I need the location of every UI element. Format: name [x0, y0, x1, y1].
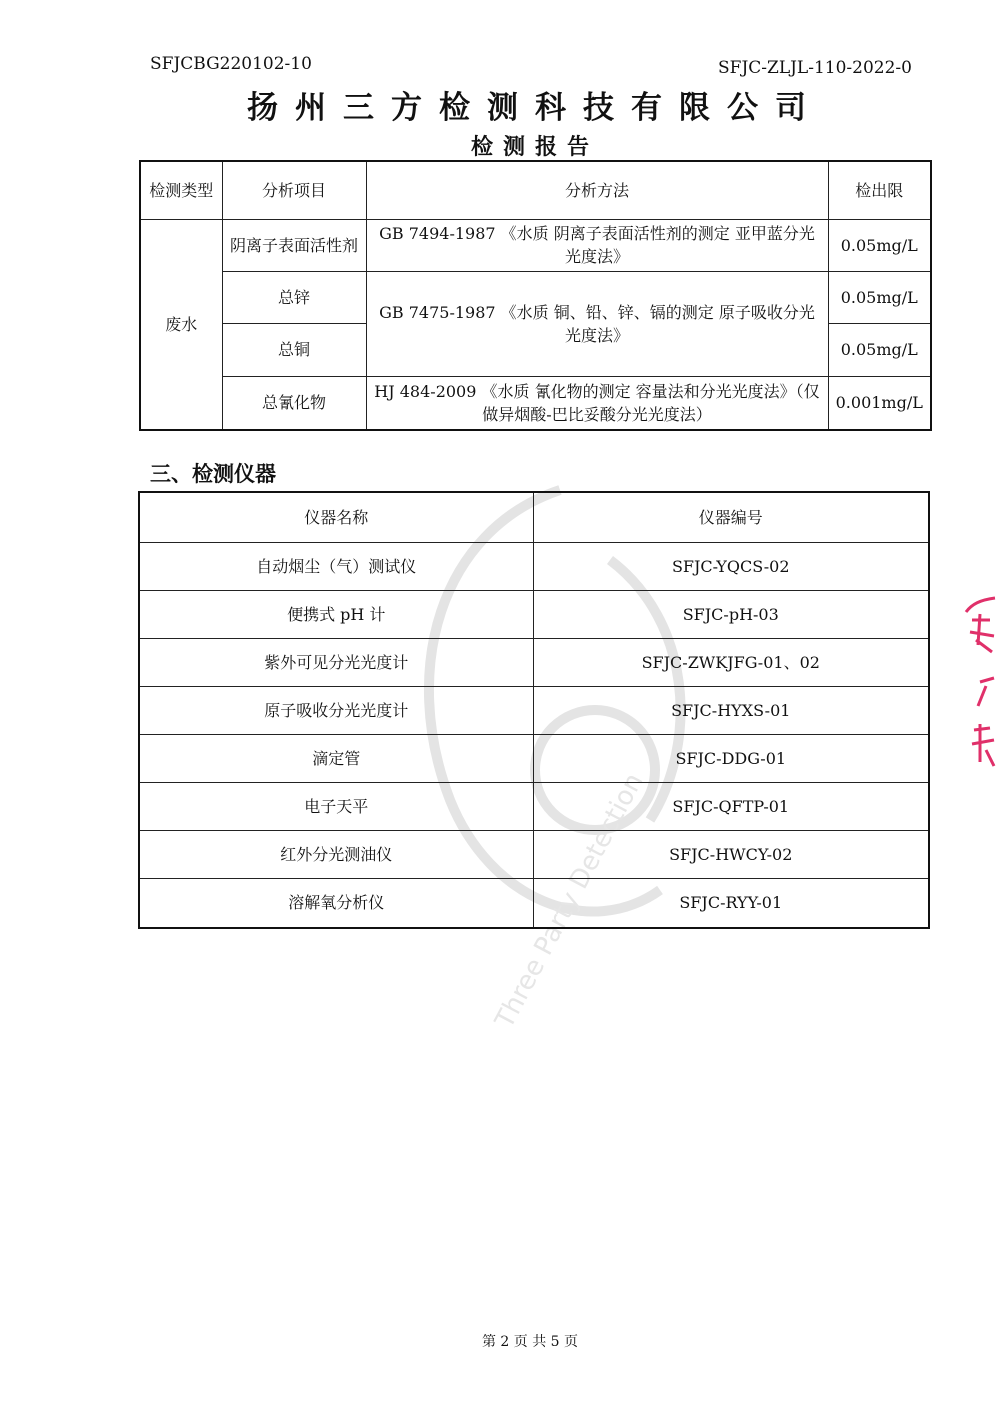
instruments-table	[138, 491, 930, 929]
report-title: 检测报告	[470, 135, 599, 160]
table-row	[139, 878, 929, 928]
limit-cell: 0.05mg/L	[828, 219, 931, 271]
instrument-name: 溶解氧分析仪	[139, 878, 533, 928]
header-instrument-name: 仪器名称	[139, 492, 533, 542]
instrument-name: 滴定管	[139, 734, 533, 782]
header-analysis-item: 分析项目	[222, 161, 366, 219]
table-header-row	[140, 161, 931, 219]
instrument-code: SFJC-QFTP-01	[533, 782, 929, 830]
category-cell: 废水	[140, 219, 222, 430]
header-analysis-method: 分析方法	[366, 161, 828, 219]
methods-table	[139, 160, 932, 431]
instrument-code: SFJC-RYY-01	[533, 878, 929, 928]
table-row	[139, 638, 929, 686]
table-row	[139, 590, 929, 638]
header-instrument-code: 仪器编号	[533, 492, 929, 542]
page-number: 第 2 页 共 5 页	[481, 1334, 579, 1350]
limit-cell: 0.05mg/L	[828, 323, 931, 376]
item-cell: 总铜	[222, 323, 366, 376]
table-row	[140, 376, 931, 430]
item-cell: 总锌	[222, 271, 366, 323]
table-row	[139, 782, 929, 830]
instrument-name: 红外分光测油仪	[139, 830, 533, 878]
limit-cell: 0.001mg/L	[828, 376, 931, 430]
instrument-code: SFJC-HWCY-02	[533, 830, 929, 878]
report-number: SFJCBG220102-10	[150, 54, 312, 74]
instrument-code: SFJC-pH-03	[533, 590, 929, 638]
limit-cell: 0.05mg/L	[828, 271, 931, 323]
method-cell: HJ 484-2009 《水质 氰化物的测定 容量法和分光光度法》（仅做异烟酸-巴比妥酸分光光度法）	[366, 376, 828, 430]
company-name: 扬州三方检测科技有限公司	[247, 90, 823, 126]
watermark-text: Three Party Detection	[489, 768, 650, 1034]
table-row	[139, 830, 929, 878]
instrument-name: 紫外可见分光光度计	[139, 638, 533, 686]
header-test-type: 检测类型	[140, 161, 222, 219]
instrument-code: SFJC-ZWKJFG-01、02	[533, 638, 929, 686]
item-cell: 总氰化物	[222, 376, 366, 430]
instrument-name: 电子天平	[139, 782, 533, 830]
table-row	[139, 734, 929, 782]
instrument-name: 便携式 pH 计	[139, 590, 533, 638]
method-cell: GB 7494-1987 《水质 阴离子表面活性剂的测定 亚甲蓝分光光度法》	[366, 219, 828, 271]
instrument-name: 原子吸收分光光度计	[139, 686, 533, 734]
method-cell: GB 7475-1987 《水质 铜、铅、锌、镉的测定 原子吸收分光光度法》	[366, 271, 828, 376]
item-cell: 阴离子表面活性剂	[222, 219, 366, 271]
section-title: 三、检测仪器	[150, 462, 276, 486]
table-row	[140, 219, 931, 271]
instrument-code: SFJC-YQCS-02	[533, 542, 929, 590]
table-row	[139, 686, 929, 734]
table-header-row	[139, 492, 929, 542]
header-detection-limit: 检出限	[828, 161, 931, 219]
table-row	[140, 271, 931, 323]
seal-stamp-fragment	[950, 590, 1000, 790]
instrument-name: 自动烟尘（气）测试仪	[139, 542, 533, 590]
table-row	[139, 542, 929, 590]
instrument-code: SFJC-DDG-01	[533, 734, 929, 782]
form-number: SFJC-ZLJL-110-2022-0	[718, 58, 912, 78]
instrument-code: SFJC-HYXS-01	[533, 686, 929, 734]
